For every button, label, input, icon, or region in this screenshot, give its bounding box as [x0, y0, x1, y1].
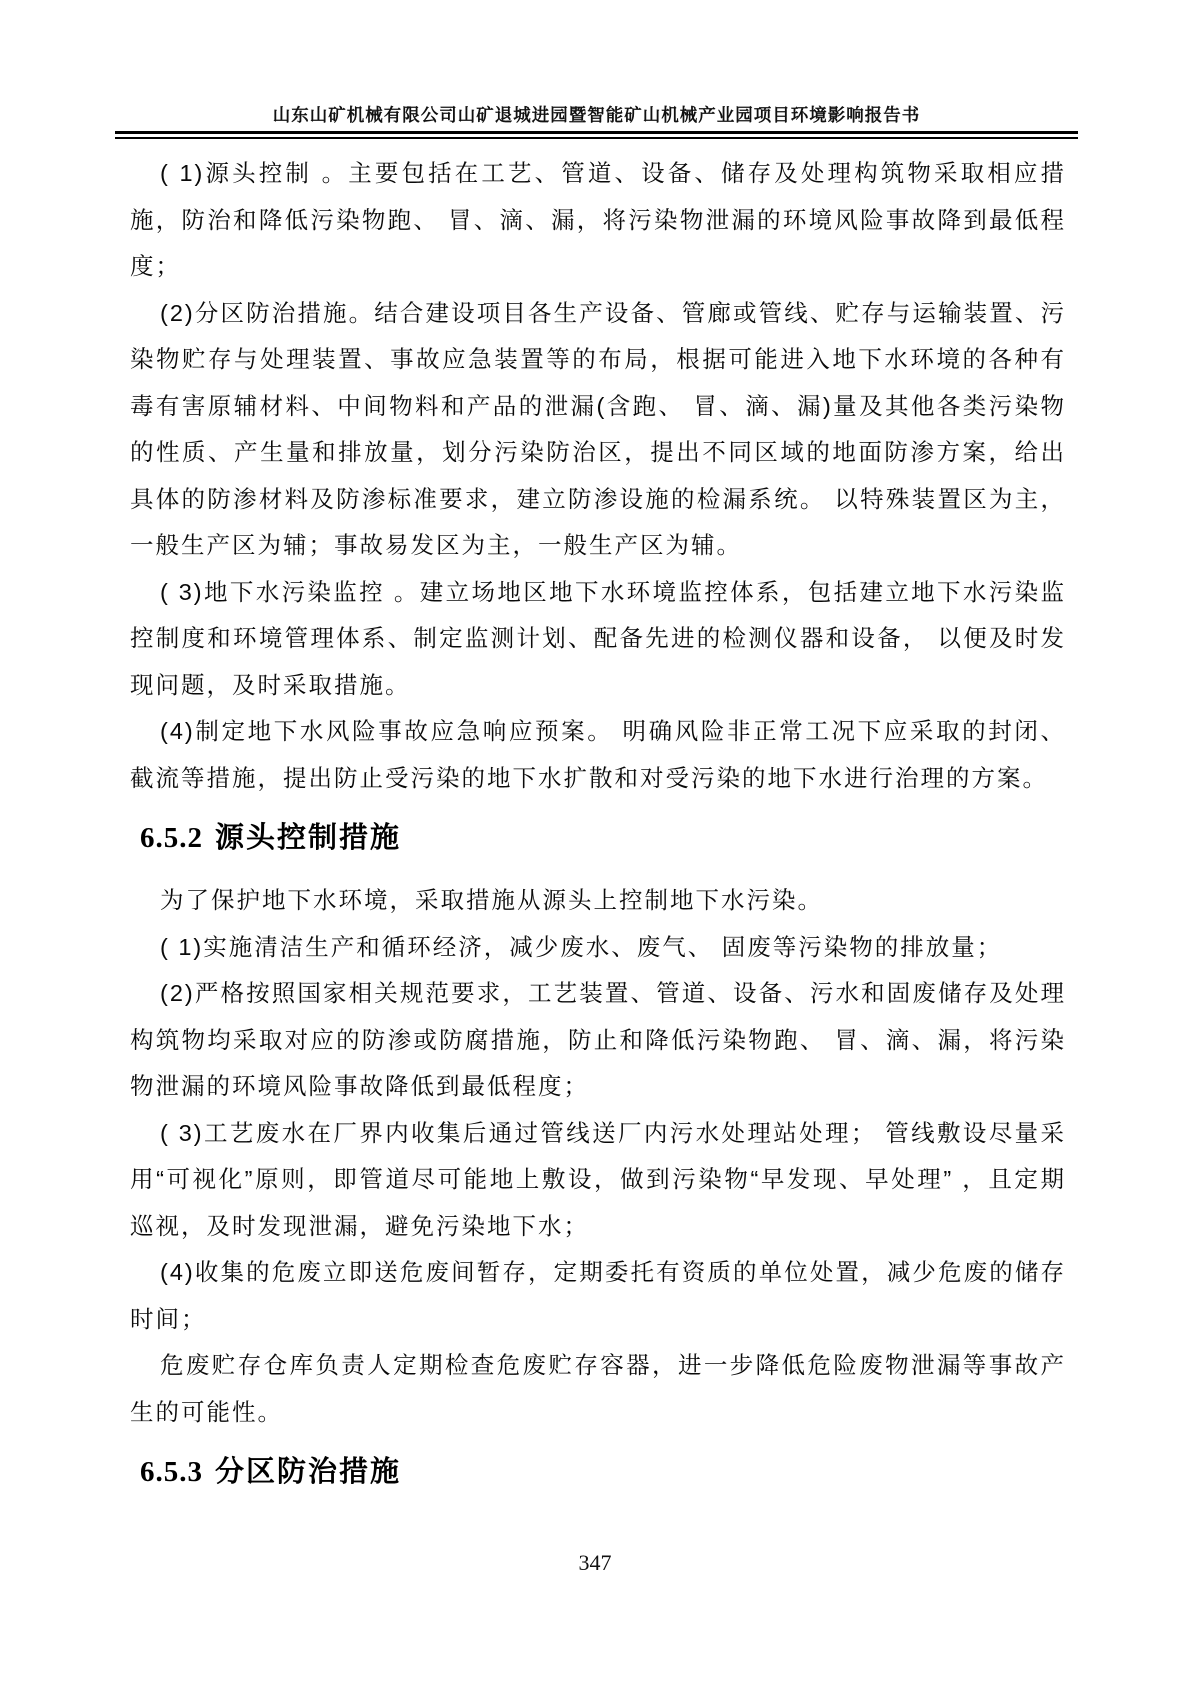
- paragraph-hazardous-waste-storage: (4)收集的危废立即送危废间暂存，定期委托有资质的单位处置，减少危废的储存时间；: [130, 1259, 1066, 1332]
- section-number: 6.5.3: [140, 1456, 203, 1488]
- paragraph-intro-source-measures: 为了保护地下水环境，采取措施从源头上控制地下水污染。: [160, 887, 823, 913]
- page-footer: [0, 1550, 1190, 1576]
- paragraph-source-control: ( 1)源头控制 。主要包括在工艺、管道、设备、储存及处理构筑物采取相应措施，防治和降低污染物跑、 冒、滴、漏，将污染物泄漏的环境风险事故降到最低程度；: [130, 160, 1066, 279]
- paragraph-warehouse-inspection: 危废贮存仓库负责人定期检查危废贮存容器，进一步降低危险废物泄漏等事故产生的可能性。: [130, 1352, 1066, 1425]
- section-heading-6-5-2: [130, 812, 1066, 864]
- section-number: 6.5.2: [140, 822, 203, 854]
- paragraph-zone-prevention: (2)分区防治措施。结合建设项目各生产设备、管廊或管线、贮存与运输装置、污染物贮存与处理装置、事故应急装置等的布局，根据可能进入地下水环境的各种有毒有害原辅材料、中间物料和产品的泄漏(含跑、 冒、滴、漏)量及其他各类污染物的性质、产生量和排放量，划分污染防治区，提出不同区域的地面防渗方案，给出具体的防渗材料及防渗标准要求，建立防渗设施的检漏系统。 以特殊装置区为主，一般生产区为辅；事故易发区为主，一般生产区为辅。: [130, 299, 1066, 558]
- section-heading-6-5-3: [130, 1446, 1066, 1498]
- paragraph-groundwater-monitoring: ( 3)地下水污染监控 。建立场地区地下水环境监控体系，包括建立地下水污染监控制度和环境管理体系、制定监测计划、配备先进的检测仪器和设备， 以便及时发现问题，及时采取措施。: [130, 578, 1066, 698]
- section-title: 源头控制措施: [215, 822, 402, 854]
- section-title: 分区防治措施: [215, 1456, 402, 1488]
- paragraph-anti-seepage: (2)严格按照国家相关规范要求，工艺装置、管道、设备、污水和固废储存及处理构筑物均采取对应的防渗或防腐措施，防止和降低污染物跑、 冒、滴、漏，将污染物泄漏的环境风险事故降低到最低程度；: [130, 980, 1066, 1099]
- paragraph-emergency-plan: (4)制定地下水风险事故应急响应预案。 明确风险非正常工况下应采取的封闭、截流等措施，提出防止受污染的地下水扩散和对受污染的地下水进行治理的方案。: [130, 718, 1066, 791]
- header-title: 山东山矿机械有限公司山矿退城进园暨智能矿山机械产业园项目环境影响报告书: [272, 105, 921, 125]
- page-number: 347: [578, 1550, 612, 1575]
- page-header: [115, 0, 1078, 139]
- paragraph-clean-production: ( 1)实施清洁生产和循环经济，减少废水、废气、 固废等污染物的排放量；: [160, 933, 1003, 960]
- paragraph-wastewater-pipeline: ( 3)工艺废水在厂界内收集后通过管线送厂内污水处理站处理； 管线敷设尽量采用“可视化”原则，即管道尽可能地上敷设，做到污染物“早发现、早处理” ，且定期巡视，及时发现泄漏，避免污染地下水；: [130, 1119, 1066, 1239]
- header-divider: [115, 131, 1078, 139]
- document-body: [130, 150, 1066, 1511]
